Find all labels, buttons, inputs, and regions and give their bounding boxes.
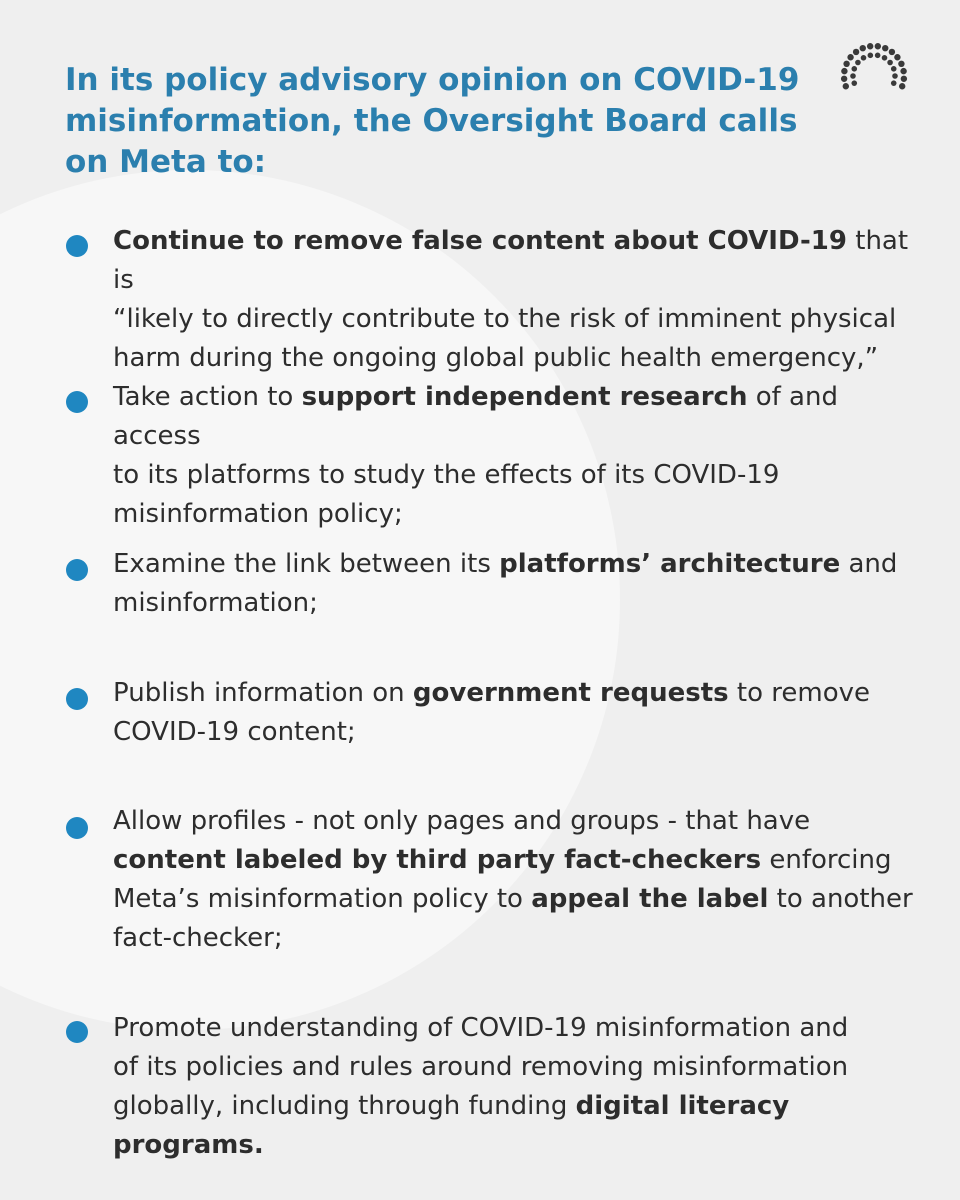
list-item-text: Promote understanding of COVID-19 misinformation and of its policies and rules around removing misinformation globally, including through funding digital literacy programs. <box>113 1013 849 1160</box>
bullet-dot <box>66 1021 88 1043</box>
logo-dot <box>875 53 881 59</box>
logo-dot <box>891 66 897 72</box>
logo-dot <box>847 54 853 60</box>
bullet-dot <box>66 559 88 581</box>
list-item-text: Publish information on government requests to remove COVID-19 content; <box>113 678 870 747</box>
logo-dot <box>851 80 857 86</box>
title-line-1: In its policy advisory opinion on COVID-19 <box>65 62 800 98</box>
logo-dot <box>892 73 898 79</box>
logo-dot <box>850 73 856 79</box>
bullet-dot <box>66 688 88 710</box>
title-line-2: misinformation, the Oversight Board calls <box>65 103 798 139</box>
logo-dot <box>899 83 905 89</box>
bullet-dot <box>66 817 88 839</box>
logo-dot <box>855 60 861 66</box>
bullet-dot <box>66 235 88 257</box>
logo-dot <box>889 49 895 55</box>
logo-dot <box>887 60 893 66</box>
oversight-board-logo-icon <box>834 40 914 110</box>
logo-dot <box>843 83 849 89</box>
bullet-dot <box>66 391 88 413</box>
logo-dot <box>843 61 849 67</box>
logo-dot <box>867 43 873 49</box>
logo-dot <box>901 76 907 82</box>
list-item-text: Take action to support independent research of and access to its platforms to study the effects of its COVID-19 misinformation policy; <box>113 382 838 529</box>
logo-dot <box>868 53 874 59</box>
logo-dot <box>875 43 881 49</box>
title-line-3: on Meta to: <box>65 144 267 180</box>
logo-dot <box>900 68 906 74</box>
list-item-text: Examine the link between its platforms’ architecture and misinformation; <box>113 549 898 618</box>
logo-dot <box>894 54 900 60</box>
logo-dot <box>851 66 857 72</box>
logo-dot <box>898 61 904 67</box>
logo-dot <box>841 68 847 74</box>
logo-dot <box>860 45 866 51</box>
logo-dot <box>841 76 847 82</box>
list-item-text: Continue to remove false content about COVID-19 that is “likely to directly contribute to the risk of imminent physical harm during the ongoing global public health emergency,” <box>113 226 909 373</box>
logo-dot <box>882 55 888 61</box>
logo-dot <box>882 45 888 51</box>
page-title <box>65 60 825 183</box>
list-item-text: Allow profiles - not only pages and groups - that have content labeled by third party fact-checkers enforcing Meta’s misinformation policy to appeal the label to another fact-checker; <box>113 806 913 953</box>
logo-dot <box>891 80 897 86</box>
logo-dot <box>861 55 867 61</box>
logo-dot <box>853 49 859 55</box>
